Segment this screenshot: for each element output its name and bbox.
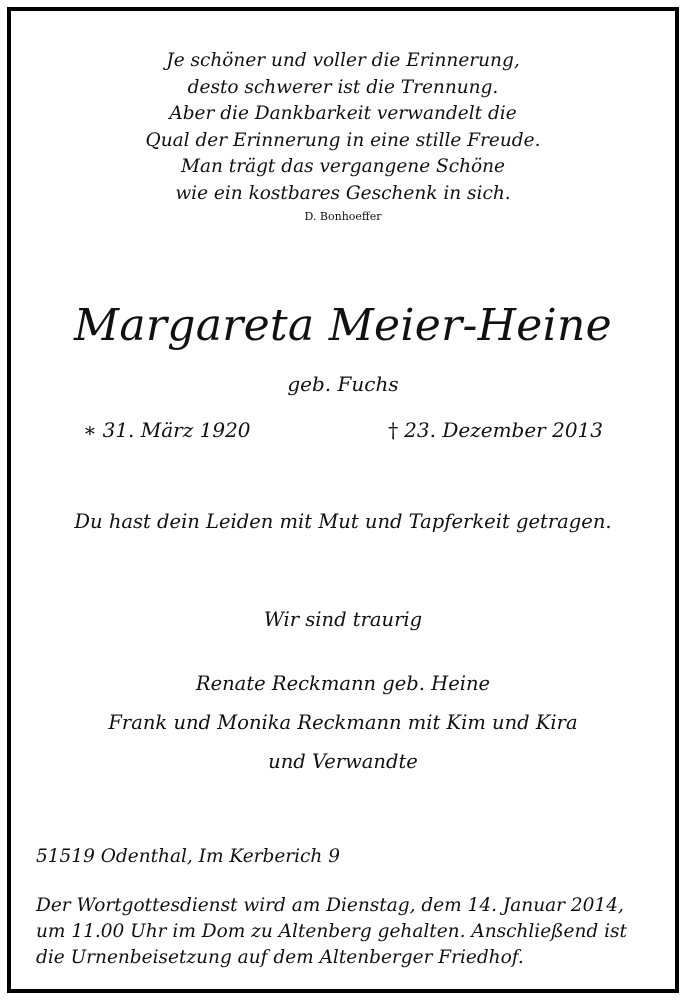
service-line: Der Wortgottesdienst wird am Dienstag, dem 14. Januar 2014, [36, 895, 624, 916]
deceased-name: Margareta Meier-Heine [74, 300, 612, 351]
poem-line: Je schöner und voller die Erinnerung, [166, 50, 520, 71]
service-line: die Urnenbeisetzung auf dem Altenberger Friedhof. [36, 947, 524, 968]
life-dates [83, 416, 603, 444]
farewell-quote: Du hast dein Leiden mit Mut und Tapferkeit getragen. [74, 510, 612, 533]
mourner-line: Renate Reckmann geb. Heine [195, 672, 491, 695]
poem-line: desto schwerer ist die Trennung. [187, 76, 499, 98]
birth-date-group [83, 416, 251, 444]
mourner-line: und Verwandte [268, 750, 418, 773]
mourners-list [11, 664, 675, 781]
poem-line: Man trägt das vergangene Schöne [181, 156, 505, 177]
mourning-line: Wir sind traurig [263, 608, 423, 631]
poem-line: Qual der Erinnerung in eine stille Freude. [145, 129, 541, 151]
death-cross-icon: † [388, 418, 399, 442]
poem-line: wie ein kostbares Geschenk in sich. [175, 182, 511, 204]
poem-block [11, 48, 675, 224]
service-line: um 11.00 Uhr im Dom zu Altenberg gehalten. Anschließend ist [36, 921, 627, 942]
birth-star-icon: ∗ [83, 418, 97, 442]
obituary-frame [7, 7, 679, 993]
maiden-name: geb. Fuchs [287, 372, 399, 396]
mourner-line: Frank und Monika Reckmann mit Kim und Kira [108, 711, 578, 734]
service-notice [36, 893, 663, 971]
death-date: 23. Dezember 2013 [404, 418, 603, 442]
death-date-group [388, 416, 603, 444]
birth-date: 31. März 1920 [102, 418, 251, 442]
family-address: 51519 Odenthal, Im Kerberich 9 [36, 846, 340, 867]
poem-author: D. Bonhoeffer [304, 210, 382, 223]
poem-line: Aber die Dankbarkeit verwandelt die [169, 103, 517, 124]
